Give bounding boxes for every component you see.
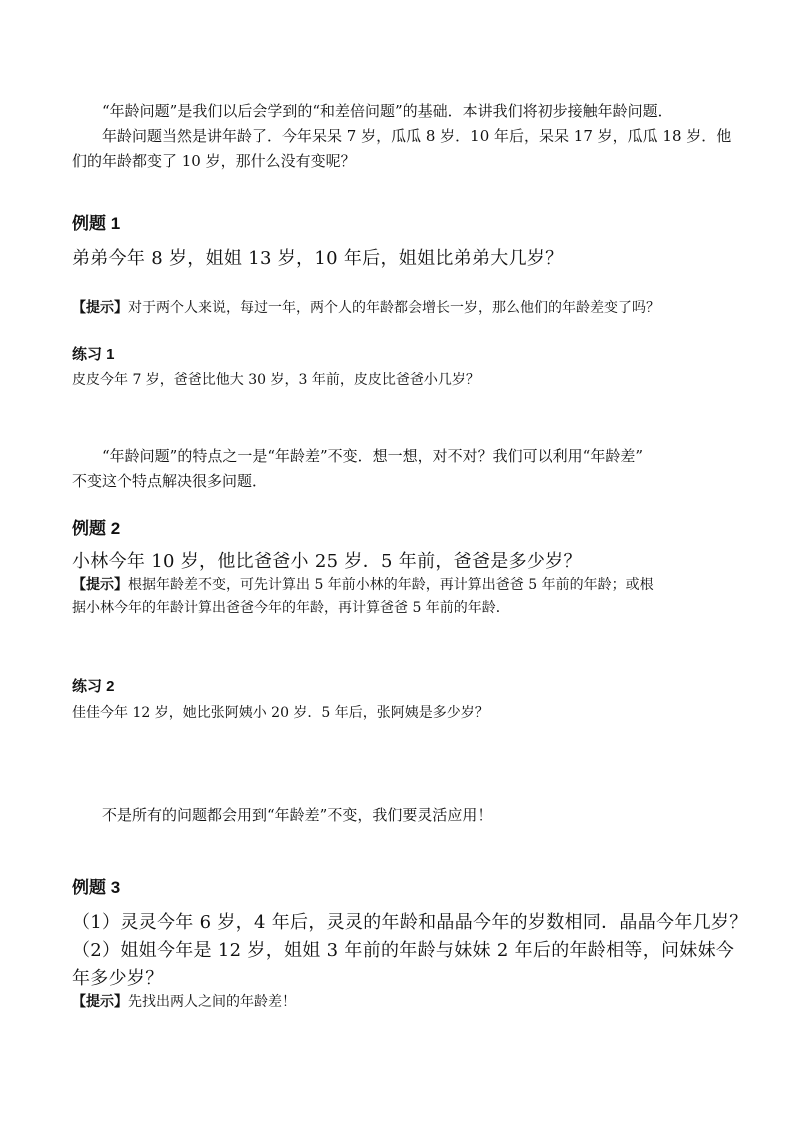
- intro-1-line-3: 们的年龄都变了 10 岁，那什么没有变呢？: [72, 152, 356, 170]
- example-2-hint-line-1: 根据年龄差不变，可先计算出 5 年前小林的年龄，再计算出爸爸 5 年前的年龄；或根: [128, 577, 654, 593]
- example-3-hint: [72, 991, 724, 1014]
- exercise-1-text: 皮皮今年 7 岁，爸爸比他大 30 岁，3 年前，皮皮比爸爸小几岁？: [72, 372, 480, 388]
- example-1-hint: [72, 297, 724, 320]
- example-3-problem: [72, 909, 748, 993]
- intro-2-line-2: 不变这个特点解决很多问题．: [72, 472, 268, 490]
- example-1-hint-text: 对于两个人来说，每过一年，两个人的年龄都会增长一岁，那么他们的年龄差变了吗？: [128, 300, 660, 316]
- intro-paragraph-1: [72, 99, 732, 174]
- example-1-title: 例题 1: [72, 214, 121, 233]
- intro-1-line-2: 年龄问题当然是讲年龄了．今年呆呆 7 岁，瓜瓜 8 岁．10 年后，呆呆 17 岁，瓜瓜 18 岁．他: [102, 127, 732, 145]
- hint-tag: 【提示】: [72, 300, 128, 316]
- example-2-hint-line-2: 据小林今年的年龄计算出爸爸今年的年龄，再计算爸爸 5 年前的年龄．: [72, 600, 510, 616]
- hint-tag: 【提示】: [72, 994, 128, 1010]
- intro-2-line-1: “年龄问题”的特点之一是“年龄差”不变．想一想，对不对？我们可以利用“年龄差”: [102, 447, 644, 465]
- example-2-problem: 小林今年 10 岁，他比爸爸小 25 岁．5 年前，爸爸是多少岁？: [72, 551, 582, 572]
- example-2-title: 例题 2: [72, 519, 121, 538]
- example-3-hint-text: 先找出两人之间的年龄差！: [128, 994, 296, 1010]
- exercise-2-text: 佳佳今年 12 岁，她比张阿姨小 20 岁．5 年后，张阿姨是多少岁？: [72, 705, 489, 721]
- intro-paragraph-2: [72, 444, 724, 494]
- exercise-1-title: 练习 1: [72, 346, 115, 363]
- intro-1-line-1: “年龄问题”是我们以后会学到的“和差倍问题”的基础．本讲我们将初步接触年龄问题．: [102, 102, 673, 120]
- example-3-line-1: （1）灵灵今年 6 岁，4 年后，灵灵的年龄和晶晶今年的岁数相同．晶晶今年几岁？: [72, 912, 748, 933]
- example-2-hint: [72, 574, 724, 620]
- intro-3-line-1: 不是所有的问题都会用到“年龄差”不变，我们要灵活应用！: [102, 806, 493, 824]
- example-3-line-2: （2）姐姐今年是 12 岁，姐姐 3 年前的年龄与妹妹 2 年后的年龄相等，问妹妹今: [72, 940, 735, 961]
- intro-paragraph-3: [72, 803, 724, 828]
- example-1-problem: 弟弟今年 8 岁，姐姐 13 岁，10 年后，姐姐比弟弟大几岁？: [72, 248, 564, 269]
- example-3-line-3: 年多少岁？: [72, 968, 164, 989]
- hint-tag: 【提示】: [72, 577, 128, 593]
- example-3-title: 例题 3: [72, 878, 121, 897]
- exercise-2-title: 练习 2: [72, 678, 115, 695]
